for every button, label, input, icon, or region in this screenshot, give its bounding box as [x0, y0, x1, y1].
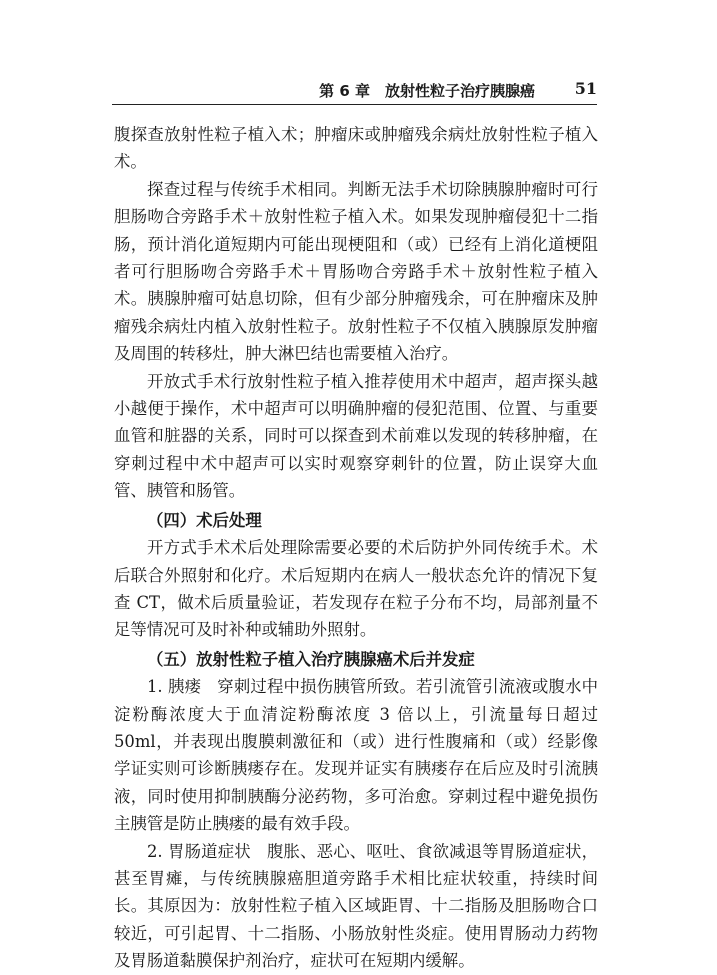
paragraph-pancreatic-fistula	[114, 673, 598, 837]
running-header	[112, 76, 597, 105]
section-heading-complications: （五）放射性粒子植入治疗胰腺癌术后并发症	[147, 649, 475, 669]
item-text-gi-symptoms: 腹胀、恶心、呕吐、食欲减退等胃肠道症状，甚至胃瘫，与传统胰腺癌胆道旁路手术相比症状较重，持续时间长。其原因为：放射性粒子植入区域距胃、十二指肠及胆肠吻合口较近，可引起胃、十二指肠、小肠放射性炎症。使用胃肠动力药物及胃肠道黏膜保护剂治疗，症状可在短期内缓解。	[114, 841, 598, 971]
item-text-pancreatic-fistula: 穿刺过程中损伤胰管所致。若引流管引流液或腹水中淀粉酶浓度大于血清淀粉酶浓度 3 倍以上，引流量每日超过 50ml，并表现出腹膜刺激征和（或）进行性腹痛和（或）经影像学证实则可诊断胰瘘存在。发现并证实有胰瘘存在后应及时引流胰液，同时使用抑制胰酶分泌药物，多可治愈。穿刺过程中避免损伤主胰管是防止胰瘘的最有效手段。	[114, 677, 598, 834]
paragraph-gi-symptoms	[114, 838, 598, 975]
paragraph-exploration: 探查过程与传统手术相同。判断无法手术切除胰腺肿瘤时可行胆肠吻合旁路手术＋放射性粒子植入术。如果发现肿瘤侵犯十二指肠，预计消化道短期内可能出现梗阻和（或）已经有上消化道梗阻者可行胆肠吻合旁路手术＋胃肠吻合旁路手术＋放射性粒子植入术。胰腺肿瘤可姑息切除，但有少部分肿瘤残余，可在肿瘤床及肿瘤残余病灶内植入放射性粒子。放射性粒子不仅植入胰腺原发肿瘤及周围的转移灶，肿大淋巴结也需要植入治疗。	[114, 179, 598, 364]
section-heading-postoperative-care: （四）术后处理	[147, 510, 262, 530]
page-number: 51	[574, 79, 597, 98]
item-label-pancreatic-fistula: 1. 胰瘘	[147, 677, 202, 697]
paragraph-intraoperative-ultrasound: 开放式手术行放射性粒子植入推荐使用术中超声，超声探头越小越便于操作，术中超声可以明确肿瘤的侵犯范围、位置、与重要血管和脏器的关系，同时可以探查到术前难以发现的转移肿瘤，在穿刺过程中术中超声可以实时观察穿刺针的位置，防止误穿大血管、胰管和肠管。	[114, 371, 598, 501]
paragraph-continued: 腹探查放射性粒子植入术；肿瘤床或肿瘤残余病灶放射性粒子植入术。	[114, 125, 598, 172]
item-label-gi-symptoms: 2. 胃肠道症状	[147, 841, 251, 861]
chapter-title: 第 6 章 放射性粒子治疗胰腺癌	[319, 82, 535, 100]
page-body	[114, 121, 598, 975]
paragraph-postoperative-care: 开方式手术术后处理除需要必要的术后防护外同传统手术。术后联合外照射和化疗。术后短期内在病人一般状态允许的情况下复查 CT，做术后质量验证，若发现存在粒子分布不均，局部剂量不足等情况可及时补种或辅助外照射。	[114, 538, 598, 640]
